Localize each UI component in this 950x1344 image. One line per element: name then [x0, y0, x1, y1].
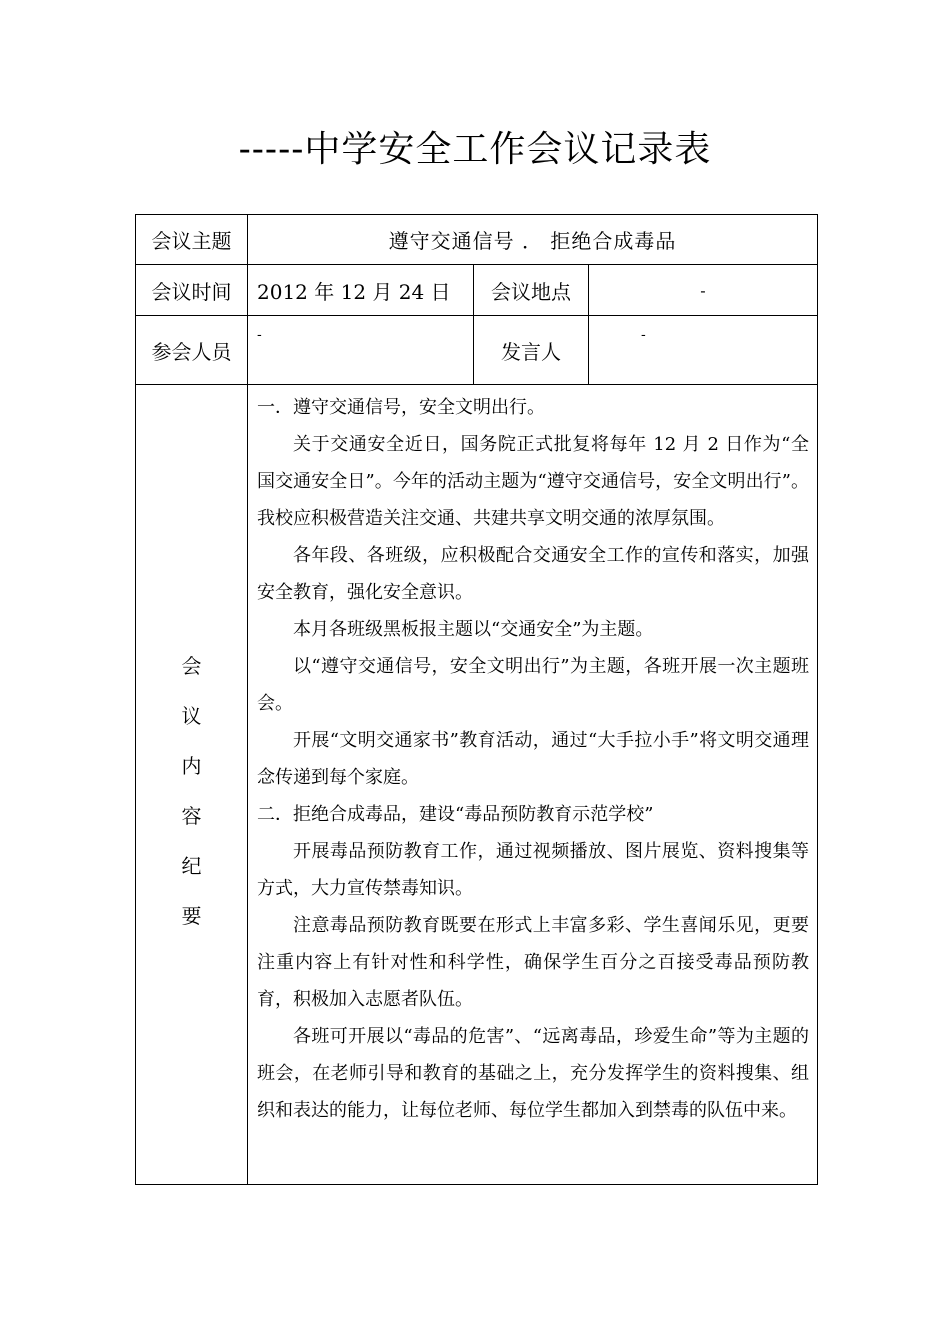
minutes-row [136, 385, 818, 1185]
side-char: 要 [181, 903, 202, 928]
minutes-paragraph: 开展毒品预防教育工作，通过视频播放、图片展览、资料搜集等方式，大力宣传禁毒知识。 [257, 841, 810, 899]
minutes-side-label [136, 385, 248, 1185]
side-char: 纪 [181, 853, 202, 878]
page-title: -----中学安全工作会议记录表 [238, 129, 712, 170]
speaker-label: 发言人 [474, 316, 589, 385]
topic-value: 遵守交通信号 ． 拒绝合成毒品 [248, 215, 818, 265]
side-char: 内 [181, 753, 202, 778]
speaker-value: - [641, 327, 646, 343]
minutes-paragraph: 注意毒品预防教育既要在形式上丰富多彩、学生喜闻乐见，更要注重内容上有针对性和科学性，确保学生百分之百接受毒品预防教育，积极加入志愿者队伍。 [257, 915, 810, 1010]
minutes-paragraph: 各班可开展以“毒品的危害”、“远离毒品，珍爱生命”等为主题的班会，在老师引导和教育的基础之上，充分发挥学生的资料搜集、组织和表达的能力，让每位老师、每位学生都加入到禁毒的队伍中来。 [257, 1026, 810, 1121]
side-char: 会 [181, 653, 202, 678]
attendees-cell [248, 316, 474, 385]
people-row [136, 316, 818, 385]
side-char: 容 [181, 803, 202, 828]
location-label: 会议地点 [474, 265, 589, 316]
side-char: 议 [181, 703, 202, 728]
topic-row [136, 215, 818, 265]
section-heading-drugs: 二．拒绝合成毒品，建设“毒品预防教育示范学校” [257, 804, 654, 825]
section-heading-traffic: 一．遵守交通信号，安全文明出行。 [257, 397, 545, 418]
minutes-paragraph: 关于交通安全近日，国务院正式批复将每年 12 月 2 日作为“全国交通安全日”。今年的活动主题为“遵守交通信号，安全文明出行”。我校应积极营造关注交通、共建共享文明交通的浓厚氛围。 [257, 434, 810, 529]
location-value: - [589, 265, 818, 316]
time-label: 会议时间 [136, 265, 248, 316]
meeting-record-table [135, 214, 818, 1185]
minutes-content [248, 385, 818, 1185]
topic-label: 会议主题 [136, 215, 248, 265]
minutes-paragraph: 各年段、各班级，应积极配合交通安全工作的宣传和落实，加强安全教育，强化安全意识。 [257, 545, 810, 603]
minutes-vertical-label [180, 629, 204, 941]
time-value: 2012 年 12 月 24 日 [248, 265, 474, 316]
attendees-label: 参会人员 [136, 316, 248, 385]
attendees-value: - [257, 327, 262, 343]
minutes-paragraph: 本月各班级黑板报主题以“交通安全”为主题。 [293, 619, 654, 640]
time-row [136, 265, 818, 316]
minutes-paragraph: 开展“文明交通家书”教育活动，通过“大手拉小手”将文明交通理念传递到每个家庭。 [257, 730, 810, 788]
speaker-cell [589, 316, 818, 385]
minutes-paragraph: 以“遵守交通信号，安全文明出行”为主题，各班开展一次主题班会。 [257, 656, 810, 714]
